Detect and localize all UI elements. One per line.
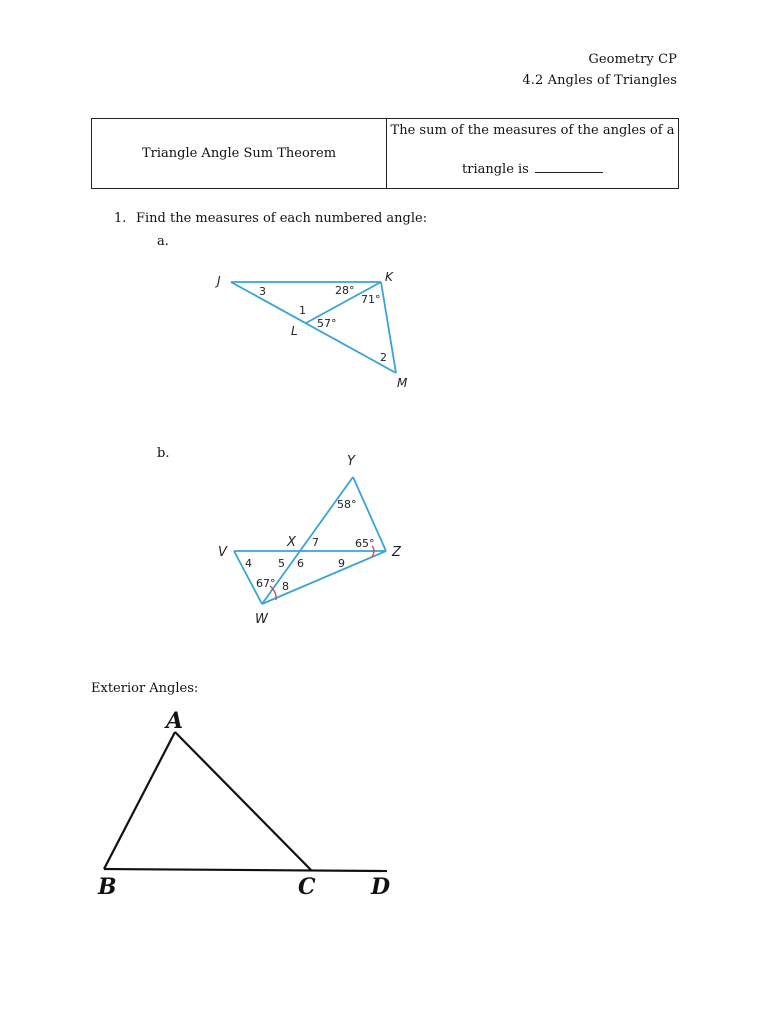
angle-4-label: 4 <box>245 557 252 570</box>
vertex-z-label: Z <box>392 545 401 560</box>
vertex-k-label: K <box>385 270 393 284</box>
part-b-label: b. <box>157 446 170 461</box>
angle-8-label: 8 <box>282 580 289 593</box>
question-prompt: Find the measures of each numbered angle: <box>136 211 428 226</box>
vertex-y-label: Y <box>347 454 355 469</box>
segment-bd <box>104 869 387 871</box>
vertex-l-label: L <box>291 324 298 338</box>
theorem-statement-line1: The sum of the measures of the angles of a <box>390 123 675 139</box>
segment-ab <box>104 732 175 869</box>
question-number: 1. <box>114 211 127 226</box>
vertex-a-label: A <box>166 708 184 734</box>
angle-28-label: 28° <box>335 284 355 297</box>
vertex-c-label: C <box>298 874 316 900</box>
angle-7-label: 7 <box>312 536 319 549</box>
angle-2-label: 2 <box>380 351 387 364</box>
segment-ac <box>175 732 311 870</box>
lesson-title: 4.2 Angles of Triangles <box>522 73 677 88</box>
vertex-x-label: X <box>287 535 296 550</box>
angle-71-label: 71° <box>361 293 381 306</box>
vertex-m-label: M <box>397 376 408 390</box>
vertex-v-label: V <box>218 545 227 560</box>
theorem-statement-line2-text: triangle is <box>462 162 529 177</box>
angle-65-label: 65° <box>355 537 375 550</box>
theorem-name: Triangle Angle Sum Theorem <box>141 146 337 161</box>
angle-58-label: 58° <box>337 498 357 511</box>
angle-57-label: 57° <box>317 317 337 330</box>
vertex-w-label: W <box>255 612 268 627</box>
angle-3-label: 3 <box>259 285 266 298</box>
vertex-j-label: J <box>217 274 221 288</box>
part-a-label: a. <box>157 234 169 249</box>
exterior-angles-heading: Exterior Angles: <box>91 681 199 696</box>
angle-9-label: 9 <box>338 557 345 570</box>
vertex-b-label: B <box>98 874 117 900</box>
vertex-d-label: D <box>371 874 391 900</box>
course-title: Geometry CP <box>588 52 677 67</box>
figure-b-labels <box>218 454 402 627</box>
figure-a-labels <box>215 270 408 390</box>
angle-5-label: 5 <box>278 557 285 570</box>
exterior-figure <box>104 732 387 871</box>
angle-1-label: 1 <box>299 304 306 317</box>
angle-6-label: 6 <box>297 557 304 570</box>
angle-67-label: 67° <box>256 577 276 590</box>
